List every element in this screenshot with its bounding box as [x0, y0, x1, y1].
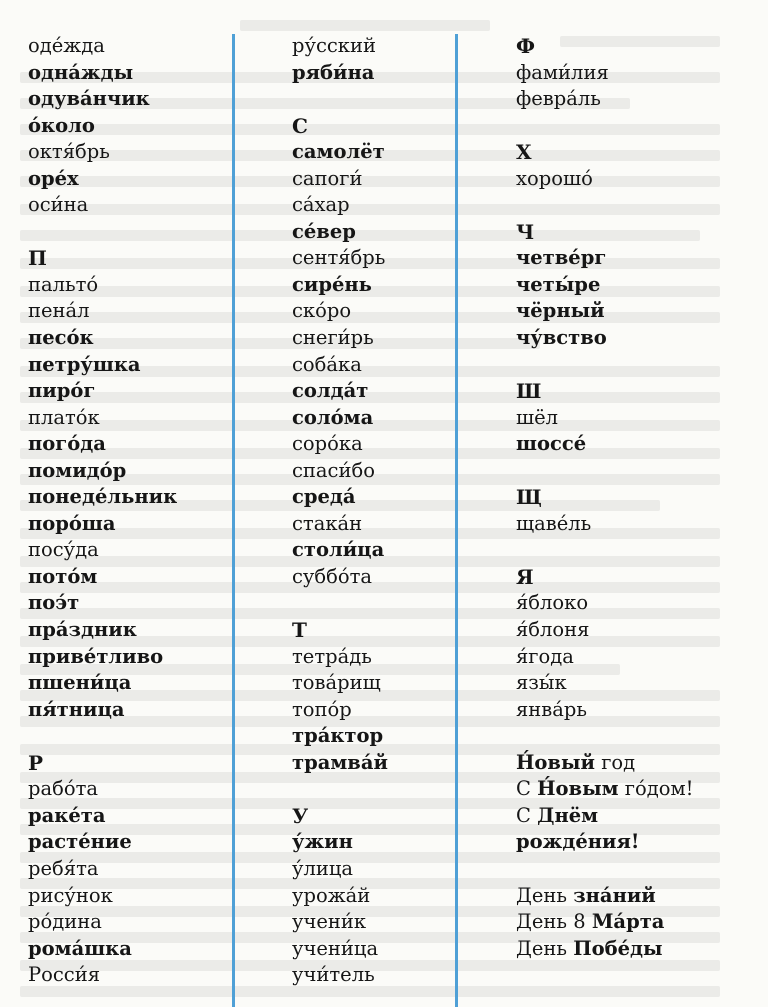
blank-line — [516, 113, 694, 140]
letter-heading: Т — [292, 618, 307, 643]
blank-line — [516, 458, 694, 485]
blank-line — [516, 352, 694, 379]
blank-line — [292, 590, 388, 617]
letter-heading: Ч — [516, 219, 535, 244]
word-entry: чу́вство — [516, 326, 607, 350]
word-entry: Росси́я — [28, 963, 101, 987]
word-entry: ребя́та — [28, 856, 99, 880]
word-entry: одува́нчик — [28, 87, 150, 111]
word-entry: учени́к — [292, 910, 367, 934]
letter-heading: Р — [28, 750, 44, 775]
word-entry: соло́ма — [292, 405, 374, 429]
word-column-1 — [28, 33, 177, 989]
phrase-entry: День 8 Ма́рта — [516, 910, 665, 934]
word-entry: октя́брь — [28, 140, 110, 164]
word-entry: я́года — [516, 644, 574, 668]
word-entry: янва́рь — [516, 697, 588, 721]
word-entry: ряби́на — [292, 60, 375, 84]
word-entry: тра́ктор — [292, 724, 384, 748]
word-entry: среда́ — [292, 485, 356, 509]
word-entry: хорошо́ — [516, 166, 593, 190]
word-entry: ро́дина — [28, 910, 102, 934]
word-entry: петру́шка — [28, 352, 141, 376]
word-entry: пшени́ца — [28, 671, 132, 695]
word-entry: соро́ка — [292, 432, 363, 456]
word-entry: рома́шка — [28, 936, 132, 960]
word-entry: трамва́й — [292, 750, 388, 774]
blank-line — [516, 537, 694, 564]
word-entry: рабо́та — [28, 777, 99, 801]
blank-line — [516, 856, 694, 883]
word-entry: столи́ца — [292, 538, 385, 562]
word-entry: фами́лия — [516, 60, 609, 84]
word-entry: раке́та — [28, 803, 106, 827]
blank-line — [516, 723, 694, 750]
word-entry: щаве́ль — [516, 511, 592, 535]
letter-heading: Я — [516, 564, 534, 589]
phrase-entry: рожде́ния! — [516, 830, 640, 854]
word-entry: оси́на — [28, 193, 89, 217]
word-entry: спаси́бо — [292, 458, 375, 482]
word-entry: сире́нь — [292, 272, 372, 296]
letter-heading: У — [292, 803, 309, 828]
word-entry: четве́рг — [516, 246, 607, 270]
word-entry: са́хар — [292, 193, 350, 217]
word-entry: ру́сский — [292, 34, 376, 57]
phrase-entry: День Побе́ды — [516, 936, 663, 960]
word-entry: ско́ро — [292, 299, 352, 323]
word-entry: топо́р — [292, 697, 352, 721]
word-entry: сапоги́ — [292, 166, 363, 190]
column-divider-2 — [455, 34, 458, 1007]
word-entry: оде́жда — [28, 34, 105, 57]
word-entry: поро́ша — [28, 511, 116, 535]
word-entry: соба́ка — [292, 352, 362, 376]
word-entry: пальто́ — [28, 272, 99, 296]
word-entry: помидо́р — [28, 458, 127, 482]
letter-heading: Х — [516, 140, 532, 165]
word-entry: пото́м — [28, 564, 98, 588]
word-entry: рису́нок — [28, 883, 113, 907]
word-entry: тетра́дь — [292, 644, 372, 668]
word-entry: плато́к — [28, 405, 100, 429]
phrase-entry: С Днём — [516, 803, 599, 827]
word-entry: одна́жды — [28, 60, 134, 84]
word-entry: сентя́брь — [292, 246, 386, 270]
word-entry: суббо́та — [292, 564, 373, 588]
word-entry: я́блоня — [516, 618, 590, 642]
bleed-line — [240, 20, 490, 31]
word-entry: пиро́г — [28, 379, 96, 403]
phrase-entry: Н́овый год — [516, 750, 636, 774]
word-entry: се́вер — [292, 219, 356, 243]
word-entry: учи́тель — [292, 963, 375, 987]
word-entry: пена́л — [28, 299, 90, 323]
blank-line — [28, 219, 177, 246]
word-column-2 — [292, 33, 388, 989]
blank-line — [292, 86, 388, 113]
word-entry: расте́ние — [28, 830, 132, 854]
word-entry: четы́ре — [516, 272, 601, 296]
word-entry: снеги́рь — [292, 326, 374, 350]
word-entry: чёрный — [516, 299, 605, 323]
word-entry: пя́тница — [28, 697, 125, 721]
word-entry: о́коло — [28, 113, 95, 137]
blank-line — [28, 723, 177, 750]
word-entry: у́жин — [292, 830, 353, 854]
letter-heading: П — [28, 246, 47, 271]
word-entry: пра́здник — [28, 618, 137, 642]
phrase-entry: День зна́ний — [516, 883, 656, 907]
word-entry: самолёт — [292, 140, 385, 164]
word-entry: февра́ль — [516, 87, 601, 111]
word-entry: язы́к — [516, 671, 567, 695]
word-entry: това́рищ — [292, 671, 381, 695]
word-entry: пого́да — [28, 432, 106, 456]
column-divider-1 — [232, 34, 235, 1007]
word-entry: у́лица — [292, 856, 354, 880]
word-entry: шёл — [516, 405, 559, 429]
word-entry: урожа́й — [292, 883, 371, 907]
blank-line — [292, 776, 388, 803]
phrase-entry: С Н́овым го́дом! — [516, 777, 694, 801]
word-entry: учени́ца — [292, 936, 379, 960]
letter-heading: Щ — [516, 485, 542, 510]
word-entry: оре́х — [28, 166, 79, 190]
word-entry: понеде́льник — [28, 485, 178, 509]
letter-heading: С — [292, 113, 308, 138]
letter-heading: Ш — [516, 379, 542, 404]
letter-heading: Ф — [516, 34, 535, 58]
word-entry: я́блоко — [516, 591, 589, 615]
word-entry: шоссе́ — [516, 432, 587, 456]
word-column-3 — [516, 33, 694, 962]
word-entry: песо́к — [28, 326, 94, 350]
word-entry: стака́н — [292, 511, 363, 535]
word-entry: посу́да — [28, 538, 99, 562]
word-entry: поэ́т — [28, 591, 80, 615]
word-entry: приве́тливо — [28, 644, 164, 668]
blank-line — [516, 192, 694, 219]
word-entry: солда́т — [292, 379, 369, 403]
